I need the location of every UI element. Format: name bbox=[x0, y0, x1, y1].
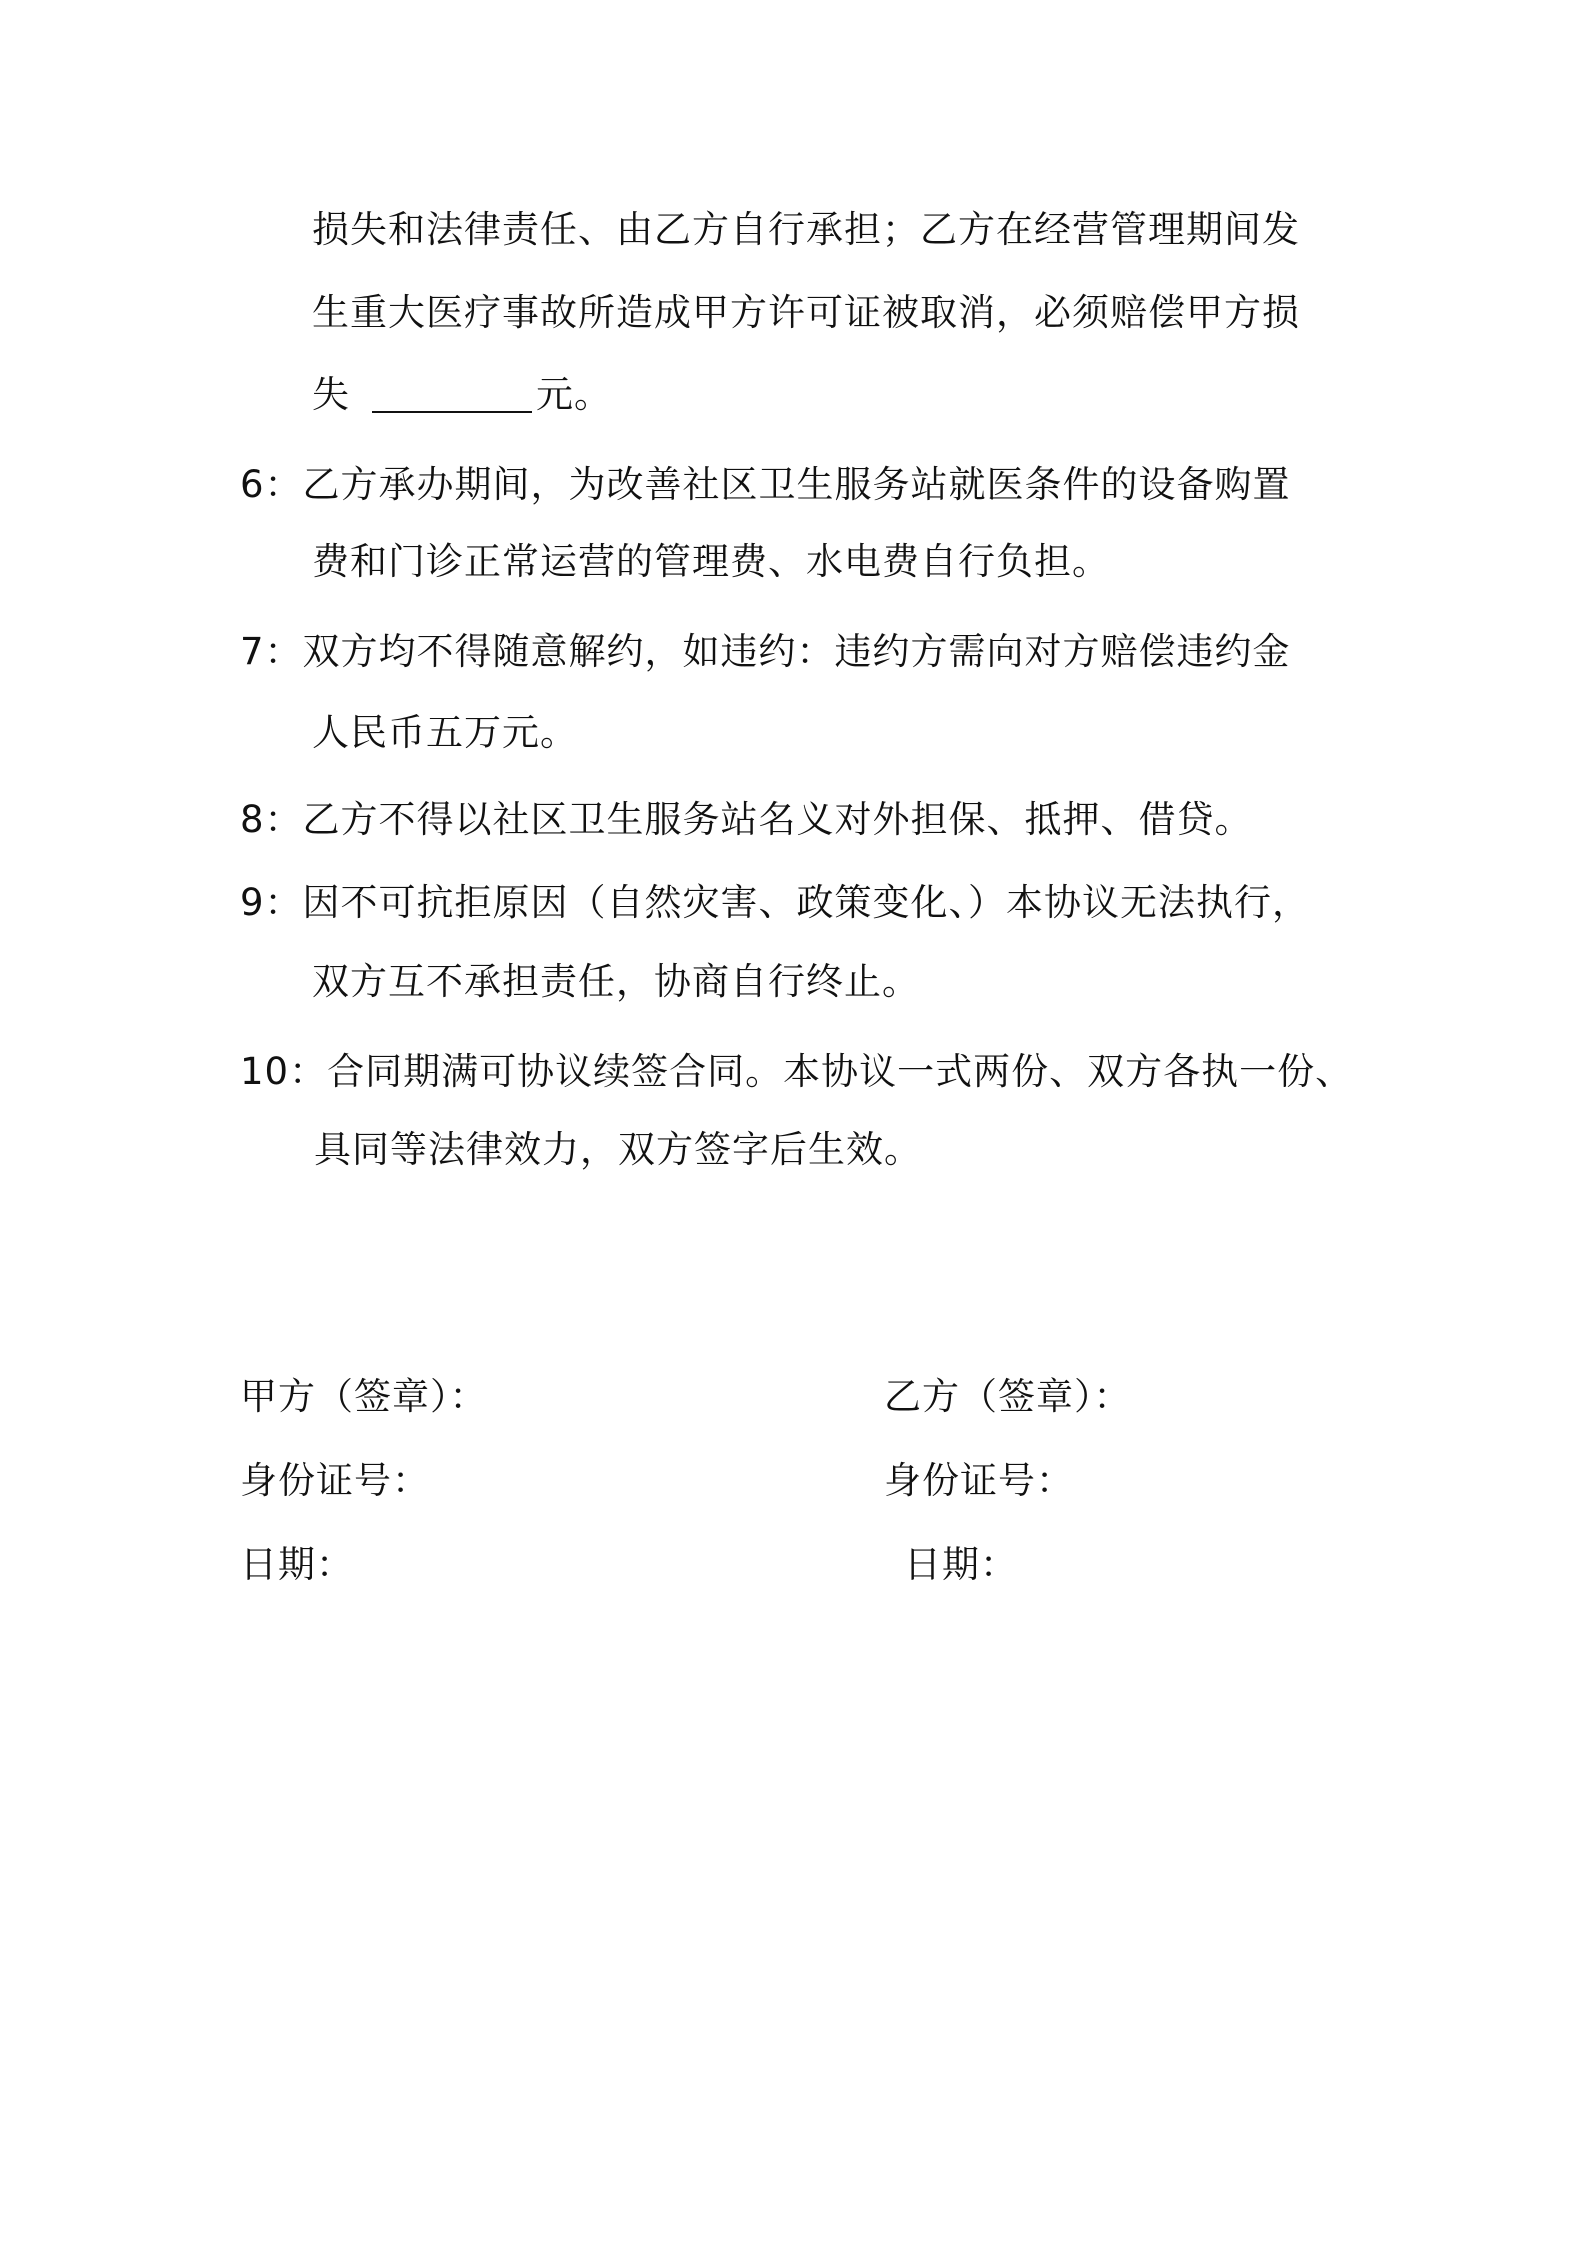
clause-text: 双方均不得随意解约，如违约：违约方需向对方赔偿违约金 bbox=[302, 630, 1291, 673]
clause-number: 7： bbox=[240, 630, 303, 673]
party-b-date-label: 日期： bbox=[904, 1543, 1018, 1586]
clause-number: 10： bbox=[240, 1050, 328, 1093]
clause5-line3-prefix: 失 bbox=[312, 373, 350, 416]
clause-9-line2: 双方互不承担责任，协商自行终止。 bbox=[312, 960, 920, 1003]
clause-text: 乙方不得以社区卫生服务站名义对外担保、抵押、借贷。 bbox=[302, 798, 1253, 841]
party-b-signature-label: 乙方（签章）： bbox=[884, 1375, 1132, 1418]
clause-number: 8： bbox=[240, 798, 303, 841]
clause-7-line2: 人民币五万元。 bbox=[312, 711, 578, 754]
clause-text: 乙方承办期间，为改善社区卫生服务站就医条件的设备购置 bbox=[302, 463, 1291, 506]
amount-blank bbox=[372, 381, 532, 413]
clause5-line2: 生重大医疗事故所造成甲方许可证被取消，必须赔偿甲方损 bbox=[312, 291, 1300, 334]
clause-10-line1 bbox=[240, 1047, 1353, 1097]
party-b-id-label: 身份证号： bbox=[884, 1459, 1074, 1502]
clause-8-line1 bbox=[240, 795, 1253, 845]
clause-6-line1 bbox=[240, 460, 1291, 510]
clause-text: 合同期满可协议续签合同。本协议一式两份、双方各执一份、 bbox=[327, 1050, 1354, 1093]
clause-9-line1 bbox=[240, 878, 1310, 928]
clause-10-line2: 具同等法律效力，双方签字后生效。 bbox=[314, 1128, 922, 1171]
party-a-id-label: 身份证号： bbox=[240, 1459, 430, 1502]
clause-6-line2: 费和门诊正常运营的管理费、水电费自行负担。 bbox=[312, 540, 1110, 583]
party-a-signature-label: 甲方（签章）： bbox=[240, 1375, 488, 1418]
clause5-line1: 损失和法律责任、由乙方自行承担；乙方在经营管理期间发 bbox=[312, 208, 1300, 251]
clause5-line3 bbox=[312, 370, 612, 420]
party-a-date-label: 日期： bbox=[240, 1543, 354, 1586]
clause5-line3-suffix: 元。 bbox=[536, 373, 612, 416]
clause-text: 因不可抗拒原因（自然灾害、政策变化、）本协议无法执行， bbox=[302, 881, 1311, 924]
clause-7-line1 bbox=[240, 627, 1291, 677]
clause-number: 6： bbox=[240, 463, 303, 506]
clause-number: 9： bbox=[240, 881, 303, 924]
